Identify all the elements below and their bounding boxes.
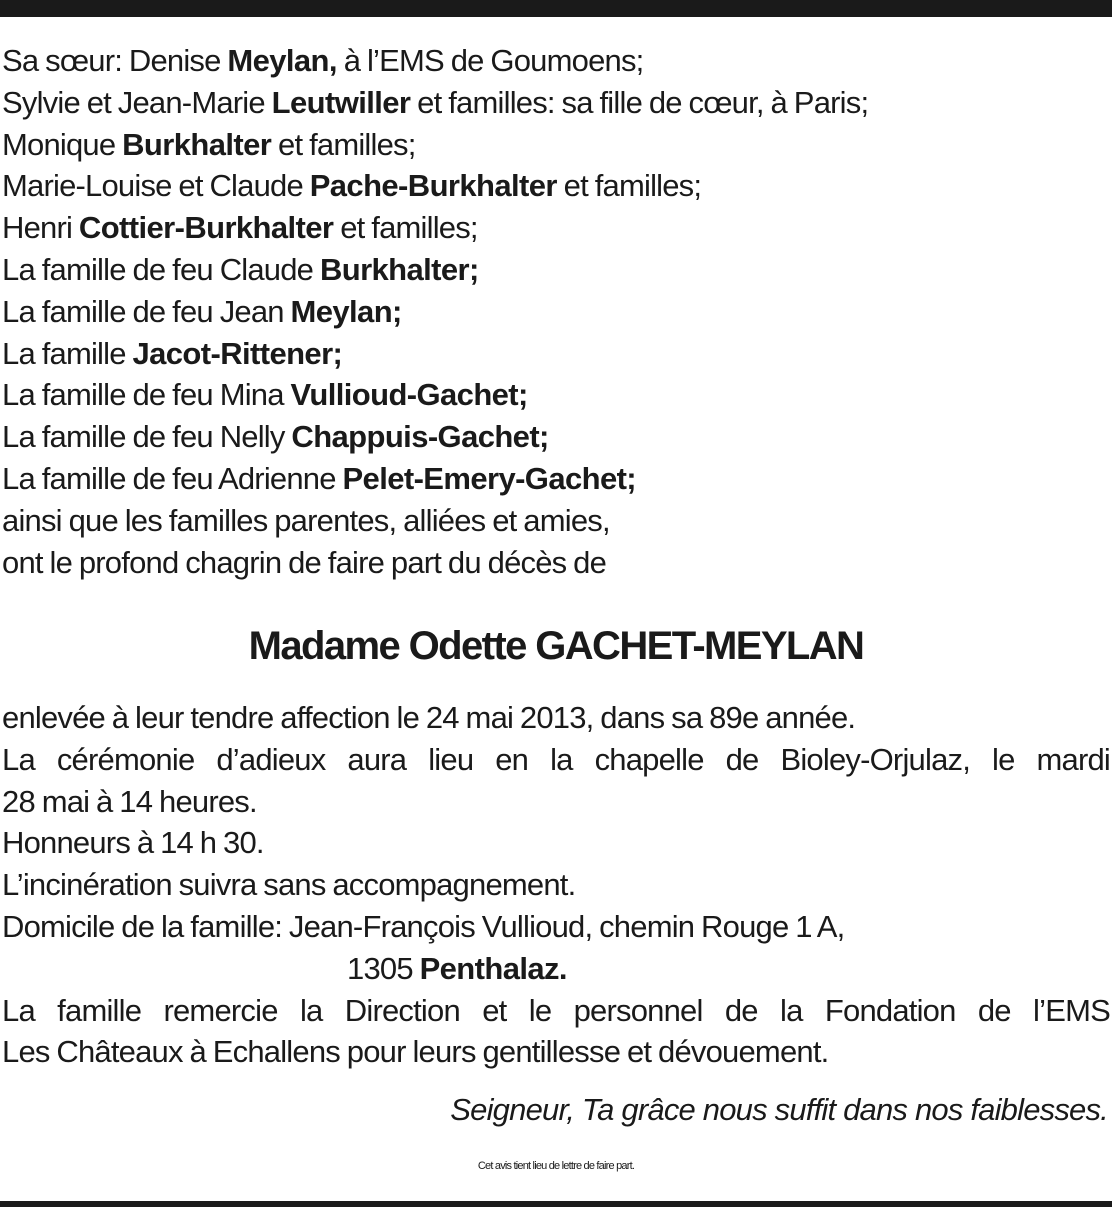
family-name: Meylan, <box>227 43 337 78</box>
line-text: et familles; <box>556 168 702 204</box>
mourner-line <box>2 374 1110 416</box>
mourner-line <box>2 124 1110 166</box>
family-name: Vullioud-Gachet; <box>290 377 528 413</box>
mourner-line <box>2 542 1110 584</box>
mourner-line <box>2 458 1110 500</box>
mourners-list <box>2 40 1110 583</box>
family-name: Penthalaz. <box>419 950 567 986</box>
bottom-rule <box>0 1201 1112 1207</box>
line-text: La famille remercie la Direction et le personnel de la Fondation de l’EMS <box>2 992 1110 1028</box>
funeral-details <box>2 697 1110 1073</box>
family-name: Burkhalter <box>122 126 272 162</box>
line-text: enlevée à leur tendre affection le 24 mai 2013, dans sa 89e année. <box>2 700 856 735</box>
detail-line <box>2 1031 1110 1073</box>
line-text: ont le profond chagrin de faire part du décès de <box>2 544 607 580</box>
mourner-line <box>2 40 1110 82</box>
family-name: Pelet-Emery-Gachet; <box>342 460 637 496</box>
mourner-line <box>2 291 1110 333</box>
detail-line <box>2 697 1110 739</box>
line-text: à l’EMS de Goumoens; <box>336 43 644 78</box>
family-name: Leutwiller <box>271 84 411 120</box>
line-text: La famille <box>2 335 133 371</box>
mourner-line <box>2 82 1110 124</box>
line-text: Monique <box>2 126 123 162</box>
line-text: Les Châteaux à Echallens pour leurs gentillesse et dévouement. <box>2 1034 829 1070</box>
detail-line <box>2 822 1110 864</box>
detail-line <box>2 781 1110 823</box>
line-text: Marie-Louise et Claude <box>2 168 310 204</box>
line-text: La famille de feu Mina <box>2 377 291 413</box>
detail-line <box>2 906 1110 948</box>
mourner-line <box>2 165 1110 207</box>
line-text: Sa sœur: Denise <box>2 43 228 78</box>
family-name: Burkhalter; <box>319 251 479 287</box>
line-text: et familles: sa fille de cœur, à Paris; <box>410 84 869 120</box>
mourner-line <box>2 500 1110 542</box>
family-name: Jacot-Rittener; <box>132 335 343 371</box>
line-text: ainsi que les familles parentes, alliées et amies, <box>2 502 610 538</box>
deceased-name: Madame Odette GACHET-MEYLAN <box>248 624 864 668</box>
notice-text: Cet avis tient lieu de lettre de faire part. <box>477 1160 635 1172</box>
line-text: Honneurs à 14 h 30. <box>2 825 264 861</box>
mourner-line <box>2 333 1110 375</box>
line-text: Henri <box>2 210 79 246</box>
line-text: La famille de feu Adrienne <box>2 460 343 496</box>
line-text: et familles; <box>333 210 478 246</box>
line-text: Sylvie et Jean-Marie <box>2 84 272 120</box>
scripture-verse: Seigneur, Ta grâce nous suffit dans nos faiblesses. <box>450 1092 1108 1127</box>
line-text: La famille de feu Claude <box>2 251 320 287</box>
line-text: La famille de feu Jean <box>2 293 291 329</box>
mourner-line <box>2 207 1110 249</box>
line-text: 28 mai à 14 heures. <box>2 783 257 819</box>
detail-line <box>2 990 1110 1032</box>
detail-line <box>2 739 1110 781</box>
line-text: et familles; <box>271 126 416 162</box>
family-name: Meylan; <box>290 293 402 329</box>
family-name: Pache-Burkhalter <box>309 168 557 204</box>
detail-line <box>2 864 1110 906</box>
mourner-line <box>2 416 1110 458</box>
family-name: Cottier-Burkhalter <box>78 210 334 246</box>
detail-line <box>2 948 1110 990</box>
line-text: La cérémonie d’adieux aura lieu en la chapelle de Bioley-Orjulaz, le mardi <box>2 741 1110 777</box>
line-text: 1305 <box>347 950 420 986</box>
mourner-line <box>2 249 1110 291</box>
line-text: Domicile de la famille: Jean-François Vullioud, chemin Rouge 1 A, <box>2 908 845 944</box>
line-text: L’incinération suivra sans accompagnement. <box>2 867 576 903</box>
line-text: La famille de feu Nelly <box>2 419 292 455</box>
family-name: Chappuis-Gachet; <box>291 419 549 455</box>
top-rule <box>0 0 1112 17</box>
